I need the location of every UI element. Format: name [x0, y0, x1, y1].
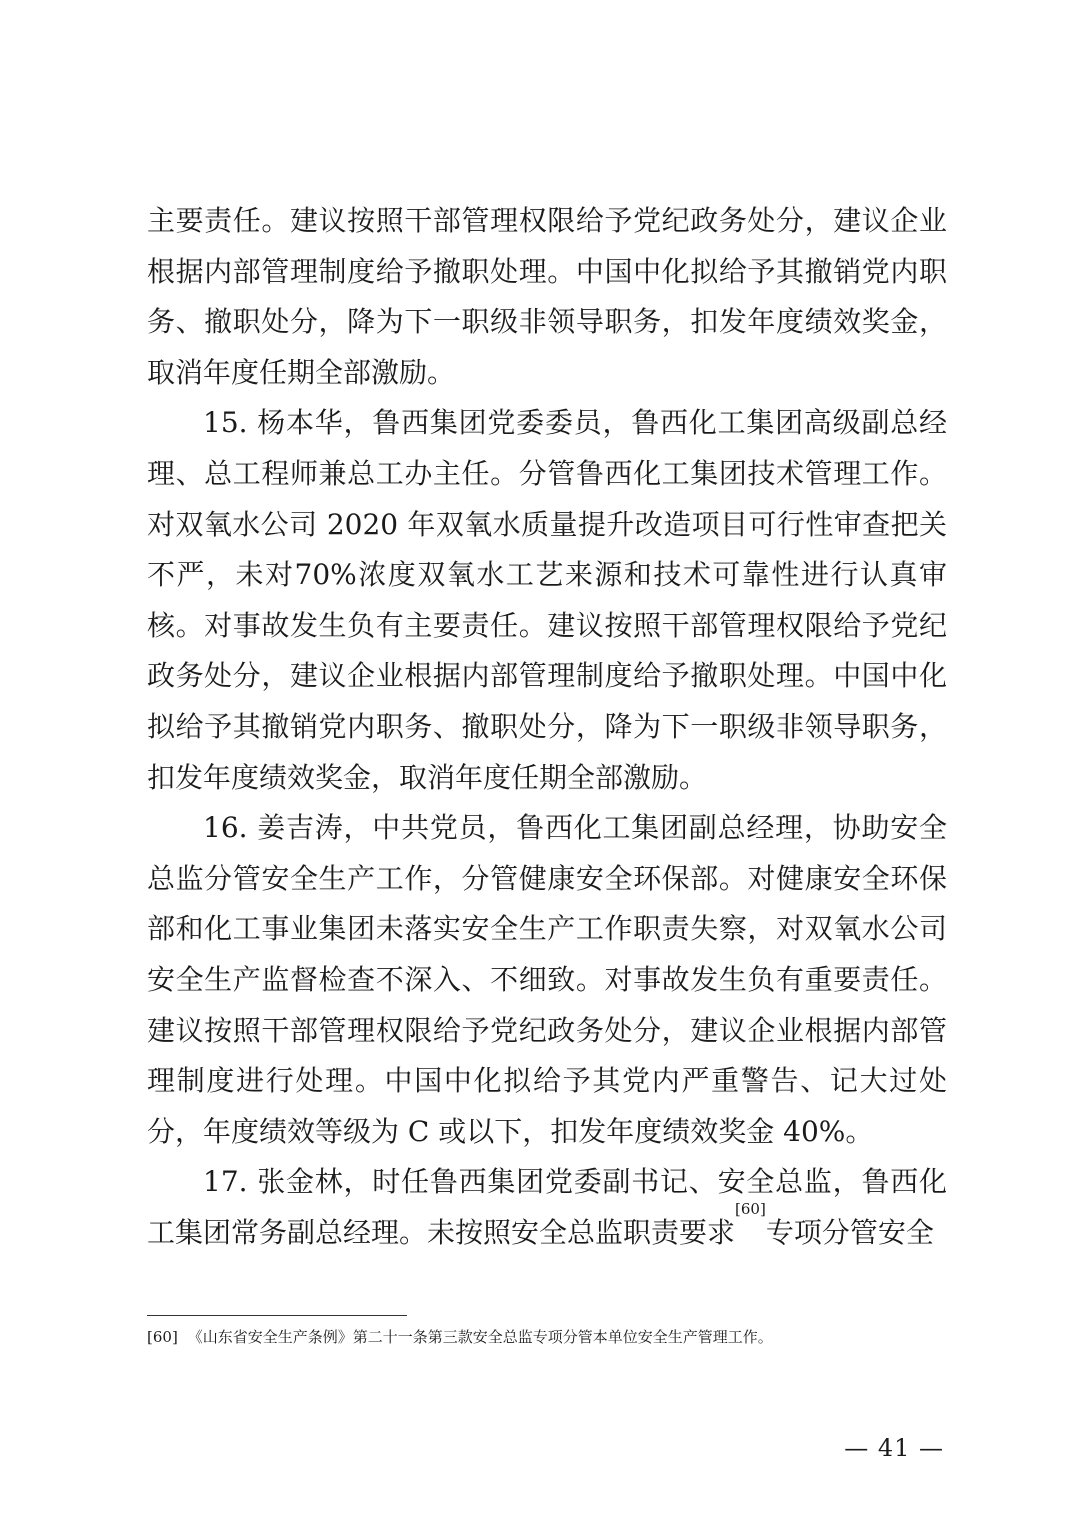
- footnote: [147, 1326, 947, 1348]
- body-text: [147, 196, 947, 1258]
- paragraph-item-16: 16. 姜吉涛，中共党员，鲁西化工集团副总经理，协助安全总监分管安全生产工作，分管健康安全环保部。对健康安全环保部和化工事业集团未落实安全生产工作职责失察，对双氧水公司安全生产监督检查不深入、不细致。对事故发生负有重要责任。建议按照干部管理权限给予党纪政务处分，建议企业根据内部管理制度进行处理。中国中化拟给予其党内严重警告、记大过处分，年度绩效等级为 C 或以下，扣发年度绩效奖金 40%。: [147, 811, 947, 1148]
- paragraph-item-15: 15. 杨本华，鲁西集团党委委员，鲁西化工集团高级副总经理、总工程师兼总工办主任。分管鲁西化工集团技术管理工作。对双氧水公司 2020 年双氧水质量提升改造项目可行性审查把关不严，未对70%浓度双氧水工艺来源和技术可靠性进行认真审核。对事故发生负有主要责任。建议按照干部管理权限给予党纪政务处分，建议企业根据内部管理制度给予撤职处理。中国中化拟给予其撤销党内职务、撤职处分，降为下一职级非领导职务，扣发年度绩效奖金，取消年度任期全部激励。: [147, 406, 947, 794]
- footnote-number: [60]: [147, 1328, 178, 1346]
- footnote-reference[interactable]: [60]: [735, 1199, 766, 1218]
- footnote-divider: [147, 1315, 407, 1316]
- paragraph-item-17: [147, 1157, 947, 1258]
- footnote-text: 《山东省安全生产条例》第二十一条第三款安全总监专项分管本单位安全生产管理工作。: [187, 1328, 773, 1346]
- page-number: — 41 —: [844, 1434, 944, 1462]
- paragraph-item-17-text-continued: 专项分管安全: [765, 1215, 934, 1249]
- paragraph-item-17-text: 17. 张金林，时任鲁西集团党委副书记、安全总监，鲁西化工集团常务副总经理。未按照安全总监职责要求: [147, 1165, 947, 1249]
- paragraph-continuation: 主要责任。建议按照干部管理权限给予党纪政务处分，建议企业根据内部管理制度给予撤职处理。中国中化拟给予其撤销党内职务、撤职处分，降为下一职级非领导职务，扣发年度绩效奖金，取消年度任期全部激励。: [147, 204, 947, 389]
